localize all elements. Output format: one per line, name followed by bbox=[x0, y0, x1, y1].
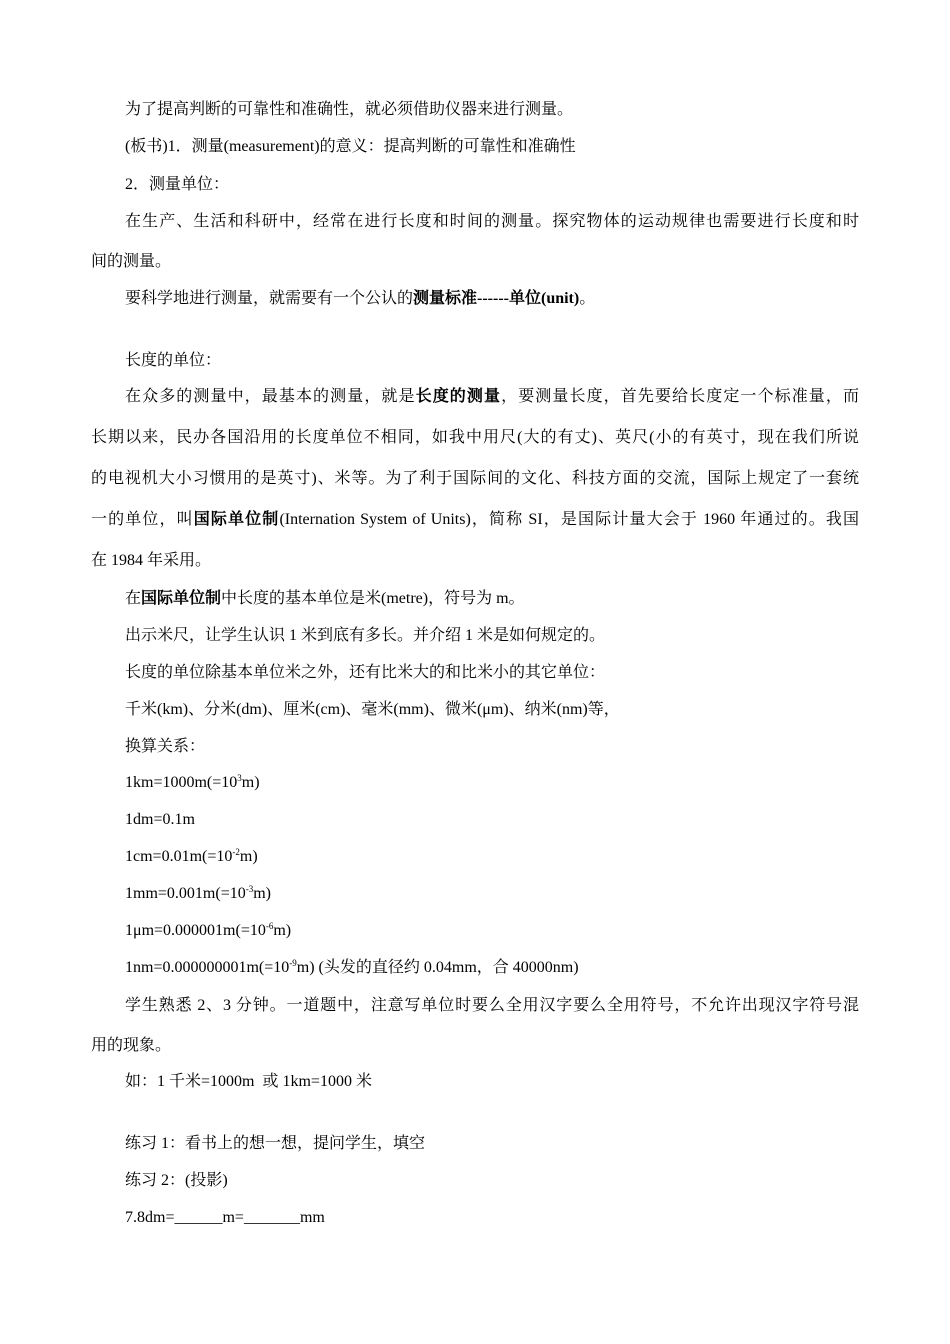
exponent: -3 bbox=[245, 884, 254, 894]
exercise-1: 练习 1：看书上的想一想，提问学生，填空 bbox=[125, 1135, 426, 1152]
paragraph-purpose: 为了提高判断的可靠性和准确性，就必须借助仪器来进行测量。 bbox=[125, 101, 574, 118]
bold-term-length-measurement: 长度的测量 bbox=[415, 388, 502, 405]
conversion-nm bbox=[125, 959, 579, 977]
text-segment: 要科学地进行测量，就需要有一个公认的 bbox=[125, 290, 414, 307]
conversion-cm bbox=[125, 848, 258, 866]
conversion-text: 1mm=0.001m(=10 bbox=[125, 885, 246, 902]
paragraph-length-line-1 bbox=[125, 388, 859, 406]
paragraph-length-line-2: 长期以来，民办各国沿用的长度单位不相同，如我中用尺(大的有丈)、英尺(小的有英寸，现在我们所说 bbox=[91, 429, 859, 446]
exercise-2: 练习 2：(投影) bbox=[125, 1172, 228, 1189]
paragraph-example: 如：1 千米=1000m 或 1km=1000 米 bbox=[125, 1073, 372, 1090]
exponent: -9 bbox=[289, 958, 297, 968]
conversion-dm: 1dm=0.1m bbox=[125, 811, 195, 828]
conversion-text: m) (头发的直径约 0.04mm，合 40000nm) bbox=[296, 959, 579, 976]
conversion-text: 1cm=0.01m(=10 bbox=[125, 848, 233, 865]
paragraph-unit-list: 千米(km)、分米(dm)、厘米(cm)、毫米(mm)、微米(μm)、纳米(nm)等， bbox=[125, 701, 620, 718]
conversion-text: 1μm=0.000001m(=10 bbox=[125, 922, 266, 939]
heading-length-units: 长度的单位： bbox=[125, 352, 222, 369]
paragraph-measurement-standard bbox=[125, 290, 595, 308]
bold-term-si: 国际单位制 bbox=[141, 590, 222, 607]
exercise-2-question: 7.8dm=______m=_______mm bbox=[125, 1209, 325, 1226]
heading-measurement-units: 2．测量单位： bbox=[125, 176, 230, 193]
text-segment: 在众多的测量中，最基本的测量，就是 bbox=[125, 388, 416, 405]
conversion-km bbox=[125, 774, 260, 792]
paragraph-production-line-2: 间的测量。 bbox=[91, 253, 172, 270]
conversion-text: m) bbox=[253, 885, 271, 902]
bold-term-si: 国际单位制 bbox=[193, 511, 280, 528]
conversion-mm bbox=[125, 885, 271, 903]
conversion-um bbox=[125, 922, 291, 940]
paragraph-production-line-1: 在生产、生活和科研中，经常在进行长度和时间的测量。探究物体的运动规律也需要进行长度和时 bbox=[125, 213, 859, 230]
exponent: 3 bbox=[237, 773, 242, 783]
text-segment: 。 bbox=[579, 290, 596, 307]
paragraph-practice-line-2: 用的现象。 bbox=[91, 1037, 172, 1054]
text-segment: 中长度的基本单位是米(metre)，符号为 m。 bbox=[221, 590, 525, 607]
text-segment: 一的单位，叫 bbox=[91, 511, 194, 528]
exponent: -2 bbox=[232, 847, 240, 857]
conversion-text: 1nm=0.000000001m(=10 bbox=[125, 959, 290, 976]
paragraph-practice-line-1: 学生熟悉 2、3 分钟。一道题中，注意写单位时要么全用汉字要么全用符号，不允许出现汉字符号混 bbox=[125, 997, 859, 1014]
paragraph-si-base-unit bbox=[125, 590, 525, 608]
text-segment: (Internation System of Units)，简称 SI，是国际计量大会于 1960 年通过的。我国 bbox=[279, 511, 859, 528]
paragraph-length-line-5: 在 1984 年采用。 bbox=[91, 552, 212, 569]
paragraph-length-line-3: 的电视机大小习惯用的是英寸)、米等。为了利于国际间的文化、科技方面的交流，国际上规定了一套统 bbox=[91, 470, 859, 487]
paragraph-length-line-4 bbox=[91, 511, 859, 529]
paragraph-board-note-1: (板书)1．测量(measurement)的意义：提高判断的可靠性和准确性 bbox=[125, 138, 576, 155]
paragraph-meter-ruler: 出示米尺，让学生认识 1 米到底有多长。并介绍 1 米是如何规定的。 bbox=[125, 627, 606, 644]
conversion-text: 1km=1000m(=10 bbox=[125, 774, 238, 791]
paragraph-other-units: 长度的单位除基本单位米之外，还有比米大的和比米小的其它单位： bbox=[125, 664, 606, 681]
exponent: -6 bbox=[265, 921, 274, 931]
conversion-text: m) bbox=[239, 848, 258, 865]
conversion-text: m) bbox=[241, 774, 260, 791]
heading-conversion: 换算关系： bbox=[125, 738, 206, 755]
conversion-text: m) bbox=[273, 922, 292, 939]
text-segment: ，要测量长度，首先要给长度定一个标准量，而 bbox=[501, 388, 859, 405]
text-segment: 在 bbox=[125, 590, 142, 607]
bold-term-measurement-standard: 测量标准------单位(unit) bbox=[413, 290, 580, 307]
